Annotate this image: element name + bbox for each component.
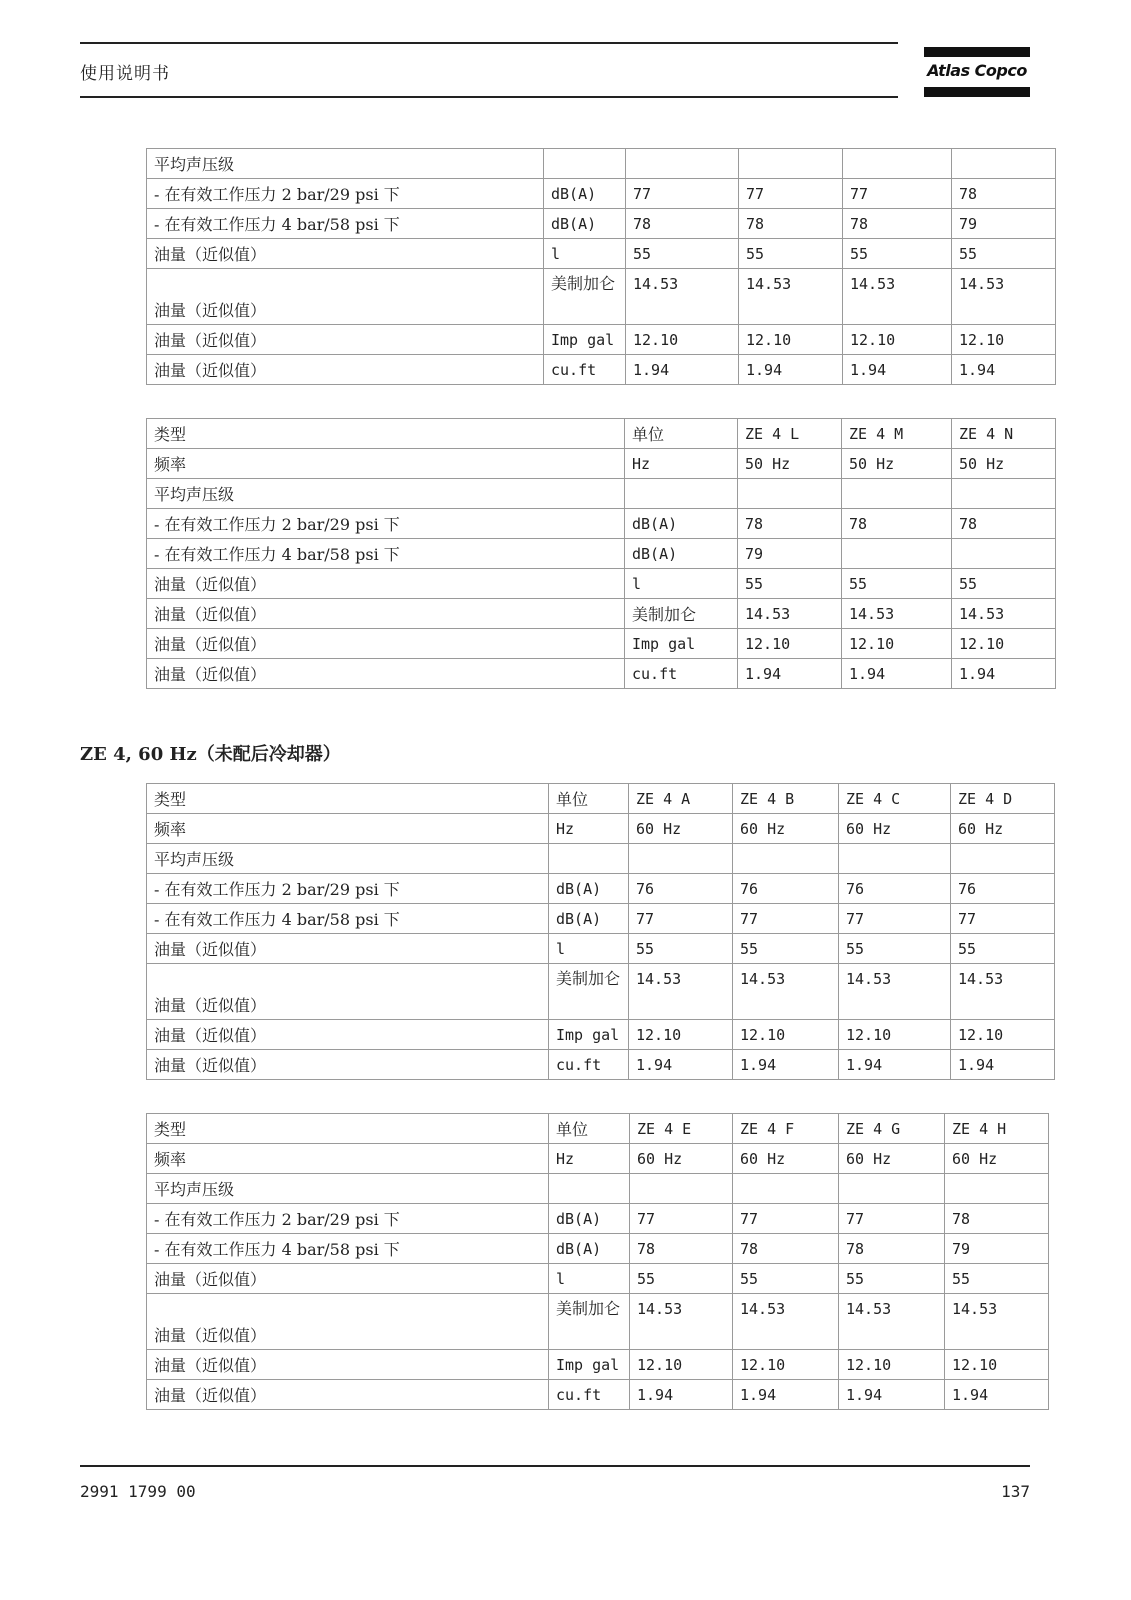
value-cell: 14.53 [733, 1294, 839, 1350]
unit-cell: 单位 [549, 784, 629, 814]
value-cell: 77 [630, 1204, 733, 1234]
value-cell: 1.94 [952, 659, 1056, 689]
value-cell [843, 149, 952, 179]
value-cell: 12.10 [629, 1020, 733, 1050]
value-cell: 1.94 [839, 1050, 951, 1080]
value-cell: 77 [739, 179, 843, 209]
table-row [147, 844, 1055, 874]
table-row [147, 1050, 1055, 1080]
value-cell [629, 844, 733, 874]
value-cell [733, 1174, 839, 1204]
table-row [147, 1144, 1049, 1174]
logo-top-bar [924, 47, 1030, 57]
value-cell: 60 Hz [733, 814, 839, 844]
value-cell: 55 [839, 934, 951, 964]
value-cell: 14.53 [629, 964, 733, 1020]
value-cell: 79 [952, 209, 1056, 239]
value-cell: 12.10 [739, 325, 843, 355]
value-cell: 78 [630, 1234, 733, 1264]
value-cell: 77 [629, 904, 733, 934]
row-label-cell: - 在有效工作压力 4 bar/58 psi 下 [147, 1234, 549, 1264]
spec-table-1-body [147, 149, 1056, 385]
value-cell: 1.94 [843, 355, 952, 385]
value-cell: ZE 4 C [839, 784, 951, 814]
row-label-cell: - 在有效工作压力 4 bar/58 psi 下 [147, 904, 549, 934]
value-cell: 55 [630, 1264, 733, 1294]
row-label-cell: - 在有效工作压力 2 bar/29 psi 下 [147, 179, 544, 209]
value-cell: 60 Hz [839, 1144, 945, 1174]
value-cell [626, 149, 739, 179]
value-cell: 55 [952, 569, 1056, 599]
footer-document-code: 2991 1799 00 [80, 1482, 196, 1501]
value-cell: 12.10 [630, 1350, 733, 1380]
value-cell [952, 149, 1056, 179]
table-row [147, 449, 1056, 479]
row-label-cell: 油量（近似值） [147, 599, 625, 629]
value-cell: 1.94 [839, 1380, 945, 1410]
spec-table-2 [146, 418, 1056, 689]
value-cell: 55 [842, 569, 952, 599]
value-cell: 77 [839, 1204, 945, 1234]
value-cell: ZE 4 M [842, 419, 952, 449]
unit-cell: 美制加仑 [625, 599, 738, 629]
footer-rule [80, 1465, 1030, 1467]
value-cell: ZE 4 L [738, 419, 842, 449]
unit-cell: dB(A) [544, 209, 626, 239]
unit-cell: Hz [549, 814, 629, 844]
value-cell: 12.10 [952, 325, 1056, 355]
value-cell [952, 479, 1056, 509]
value-cell: 50 Hz [842, 449, 952, 479]
value-cell: 12.10 [839, 1350, 945, 1380]
value-cell: 77 [839, 904, 951, 934]
unit-cell: 美制加仑 [544, 269, 626, 325]
value-cell: 55 [629, 934, 733, 964]
table-row [147, 269, 1056, 325]
value-cell: ZE 4 D [951, 784, 1055, 814]
row-label-cell: 油量（近似值） [147, 659, 625, 689]
value-cell: ZE 4 N [952, 419, 1056, 449]
value-cell: 77 [626, 179, 739, 209]
table-row [147, 239, 1056, 269]
row-label-cell: 类型 [147, 1114, 549, 1144]
unit-cell [549, 1174, 630, 1204]
value-cell: 76 [629, 874, 733, 904]
table-row [147, 1204, 1049, 1234]
value-cell [839, 844, 951, 874]
unit-cell: dB(A) [544, 179, 626, 209]
table-row [147, 629, 1056, 659]
table-row [147, 599, 1056, 629]
value-cell: 60 Hz [733, 1144, 839, 1174]
value-cell: ZE 4 F [733, 1114, 839, 1144]
row-label-cell: - 在有效工作压力 4 bar/58 psi 下 [147, 539, 625, 569]
value-cell: 78 [945, 1204, 1049, 1234]
row-label-cell: 油量（近似值） [147, 1294, 549, 1350]
row-label-cell: 平均声压级 [147, 149, 544, 179]
value-cell: 78 [839, 1234, 945, 1264]
spec-table-3 [146, 783, 1055, 1080]
unit-cell: Hz [549, 1144, 630, 1174]
value-cell: 1.94 [951, 1050, 1055, 1080]
value-cell: 78 [738, 509, 842, 539]
value-cell: 14.53 [842, 599, 952, 629]
table-row [147, 479, 1056, 509]
value-cell [739, 149, 843, 179]
value-cell: 12.10 [951, 1020, 1055, 1050]
value-cell: 79 [738, 539, 842, 569]
value-cell: 14.53 [738, 599, 842, 629]
value-cell: 79 [945, 1234, 1049, 1264]
row-label-cell: 频率 [147, 814, 549, 844]
value-cell: 1.94 [630, 1380, 733, 1410]
table-row [147, 179, 1056, 209]
unit-cell: 美制加仑 [549, 964, 629, 1020]
value-cell: 77 [733, 1204, 839, 1234]
unit-cell: dB(A) [625, 509, 738, 539]
value-cell: 14.53 [839, 964, 951, 1020]
spec-table-1 [146, 148, 1056, 385]
value-cell: 14.53 [951, 964, 1055, 1020]
row-label-cell: 平均声压级 [147, 479, 625, 509]
row-label-cell: 油量（近似值） [147, 934, 549, 964]
row-label-cell: 频率 [147, 449, 625, 479]
row-label-cell: 类型 [147, 784, 549, 814]
unit-cell: Imp gal [625, 629, 738, 659]
value-cell: 14.53 [952, 269, 1056, 325]
value-cell: 55 [739, 239, 843, 269]
footer-page-number: 137 [1001, 1482, 1030, 1501]
table-row [147, 209, 1056, 239]
value-cell: 1.94 [842, 659, 952, 689]
value-cell: 55 [945, 1264, 1049, 1294]
value-cell: 1.94 [733, 1380, 839, 1410]
table-row [147, 1234, 1049, 1264]
value-cell: 1.94 [738, 659, 842, 689]
value-cell: ZE 4 E [630, 1114, 733, 1144]
value-cell [630, 1174, 733, 1204]
value-cell [842, 539, 952, 569]
spec-table-4-body [147, 1114, 1049, 1410]
value-cell: 1.94 [952, 355, 1056, 385]
table-row [147, 934, 1055, 964]
value-cell: 55 [733, 1264, 839, 1294]
unit-cell: Imp gal [549, 1020, 629, 1050]
row-label-cell: 油量（近似值） [147, 1050, 549, 1080]
value-cell: 55 [952, 239, 1056, 269]
value-cell [945, 1174, 1049, 1204]
value-cell: 60 Hz [951, 814, 1055, 844]
unit-cell: dB(A) [549, 874, 629, 904]
row-label-cell: 油量（近似值） [147, 629, 625, 659]
row-label-cell: 油量（近似值） [147, 239, 544, 269]
row-label-cell: - 在有效工作压力 4 bar/58 psi 下 [147, 209, 544, 239]
unit-cell: cu.ft [625, 659, 738, 689]
unit-cell: cu.ft [549, 1050, 629, 1080]
value-cell: 14.53 [630, 1294, 733, 1350]
table-row [147, 1264, 1049, 1294]
value-cell: 55 [951, 934, 1055, 964]
row-label-cell: 油量（近似值） [147, 1020, 549, 1050]
value-cell: 55 [626, 239, 739, 269]
value-cell: 76 [839, 874, 951, 904]
header-top-rule [80, 42, 898, 44]
unit-cell: dB(A) [549, 1204, 630, 1234]
brand-logo [924, 47, 1030, 99]
unit-cell: l [549, 1264, 630, 1294]
table-row [147, 904, 1055, 934]
value-cell: 14.53 [945, 1294, 1049, 1350]
unit-cell: 单位 [549, 1114, 630, 1144]
value-cell: 1.94 [626, 355, 739, 385]
value-cell: ZE 4 B [733, 784, 839, 814]
spec-table-2-body [147, 419, 1056, 689]
unit-cell: dB(A) [549, 1234, 630, 1264]
value-cell: 60 Hz [630, 1144, 733, 1174]
unit-cell: cu.ft [544, 355, 626, 385]
value-cell: 12.10 [626, 325, 739, 355]
table-row [147, 1114, 1049, 1144]
value-cell [951, 844, 1055, 874]
unit-cell: l [549, 934, 629, 964]
unit-cell: Imp gal [549, 1350, 630, 1380]
spec-table-4 [146, 1113, 1049, 1410]
value-cell [738, 479, 842, 509]
value-cell: 77 [843, 179, 952, 209]
row-label-cell: 油量（近似值） [147, 964, 549, 1020]
unit-cell: Imp gal [544, 325, 626, 355]
table-row [147, 964, 1055, 1020]
value-cell: 1.94 [739, 355, 843, 385]
value-cell: ZE 4 A [629, 784, 733, 814]
value-cell [839, 1174, 945, 1204]
value-cell: 12.10 [842, 629, 952, 659]
value-cell: 55 [843, 239, 952, 269]
value-cell: 14.53 [843, 269, 952, 325]
table-row [147, 539, 1056, 569]
header-bottom-rule [80, 96, 898, 98]
value-cell [842, 479, 952, 509]
value-cell: 14.53 [733, 964, 839, 1020]
unit-cell: 美制加仑 [549, 1294, 630, 1350]
row-label-cell: 频率 [147, 1144, 549, 1174]
table-row [147, 569, 1056, 599]
table-row [147, 814, 1055, 844]
value-cell: 12.10 [733, 1020, 839, 1050]
value-cell: 78 [739, 209, 843, 239]
value-cell: 14.53 [626, 269, 739, 325]
value-cell: 14.53 [739, 269, 843, 325]
value-cell: 76 [733, 874, 839, 904]
logo-bottom-bar [924, 87, 1030, 97]
document-title: 使用说明书 [80, 64, 170, 84]
table-row [147, 784, 1055, 814]
spec-table-3-body [147, 784, 1055, 1080]
unit-cell: l [544, 239, 626, 269]
value-cell: 76 [951, 874, 1055, 904]
value-cell: 78 [626, 209, 739, 239]
table-row [147, 1174, 1049, 1204]
value-cell: 77 [951, 904, 1055, 934]
row-label-cell: 油量（近似值） [147, 1264, 549, 1294]
table-row [147, 419, 1056, 449]
value-cell: 1.94 [945, 1380, 1049, 1410]
value-cell: 55 [738, 569, 842, 599]
value-cell: 60 Hz [839, 814, 951, 844]
logo-text: Atlas Copco [927, 61, 1027, 80]
value-cell: 77 [733, 904, 839, 934]
row-label-cell: 油量（近似值） [147, 355, 544, 385]
value-cell: 14.53 [952, 599, 1056, 629]
unit-cell: cu.ft [549, 1380, 630, 1410]
value-cell: 78 [952, 179, 1056, 209]
table-row [147, 1380, 1049, 1410]
table-row [147, 1294, 1049, 1350]
value-cell: 12.10 [839, 1020, 951, 1050]
value-cell: 78 [843, 209, 952, 239]
value-cell: 55 [839, 1264, 945, 1294]
row-label-cell: - 在有效工作压力 2 bar/29 psi 下 [147, 1204, 549, 1234]
table-row [147, 355, 1056, 385]
unit-cell: dB(A) [549, 904, 629, 934]
value-cell: 12.10 [952, 629, 1056, 659]
row-label-cell: 油量（近似值） [147, 325, 544, 355]
row-label-cell: - 在有效工作压力 2 bar/29 psi 下 [147, 874, 549, 904]
table-row [147, 659, 1056, 689]
row-label-cell: 平均声压级 [147, 844, 549, 874]
value-cell: 78 [952, 509, 1056, 539]
row-label-cell: 油量（近似值） [147, 1380, 549, 1410]
value-cell: ZE 4 H [945, 1114, 1049, 1144]
value-cell: 12.10 [738, 629, 842, 659]
unit-cell [625, 479, 738, 509]
row-label-cell: - 在有效工作压力 2 bar/29 psi 下 [147, 509, 625, 539]
value-cell [733, 844, 839, 874]
value-cell [952, 539, 1056, 569]
table-row [147, 149, 1056, 179]
value-cell: ZE 4 G [839, 1114, 945, 1144]
value-cell: 1.94 [629, 1050, 733, 1080]
value-cell: 14.53 [839, 1294, 945, 1350]
table-row [147, 1020, 1055, 1050]
section-title: ZE 4, 60 Hz（未配后冷却器） [80, 744, 341, 765]
row-label-cell: 平均声压级 [147, 1174, 549, 1204]
unit-cell [549, 844, 629, 874]
unit-cell: Hz [625, 449, 738, 479]
table-row [147, 509, 1056, 539]
unit-cell: 单位 [625, 419, 738, 449]
value-cell: 12.10 [945, 1350, 1049, 1380]
value-cell: 55 [733, 934, 839, 964]
value-cell: 12.10 [733, 1350, 839, 1380]
row-label-cell: 油量（近似值） [147, 269, 544, 325]
table-row [147, 874, 1055, 904]
value-cell: 60 Hz [945, 1144, 1049, 1174]
value-cell: 12.10 [843, 325, 952, 355]
table-row [147, 1350, 1049, 1380]
value-cell: 50 Hz [738, 449, 842, 479]
unit-cell [544, 149, 626, 179]
value-cell: 78 [733, 1234, 839, 1264]
value-cell: 50 Hz [952, 449, 1056, 479]
value-cell: 78 [842, 509, 952, 539]
row-label-cell: 油量（近似值） [147, 569, 625, 599]
table-row [147, 325, 1056, 355]
unit-cell: dB(A) [625, 539, 738, 569]
row-label-cell: 类型 [147, 419, 625, 449]
row-label-cell: 油量（近似值） [147, 1350, 549, 1380]
value-cell: 60 Hz [629, 814, 733, 844]
unit-cell: l [625, 569, 738, 599]
value-cell: 1.94 [733, 1050, 839, 1080]
